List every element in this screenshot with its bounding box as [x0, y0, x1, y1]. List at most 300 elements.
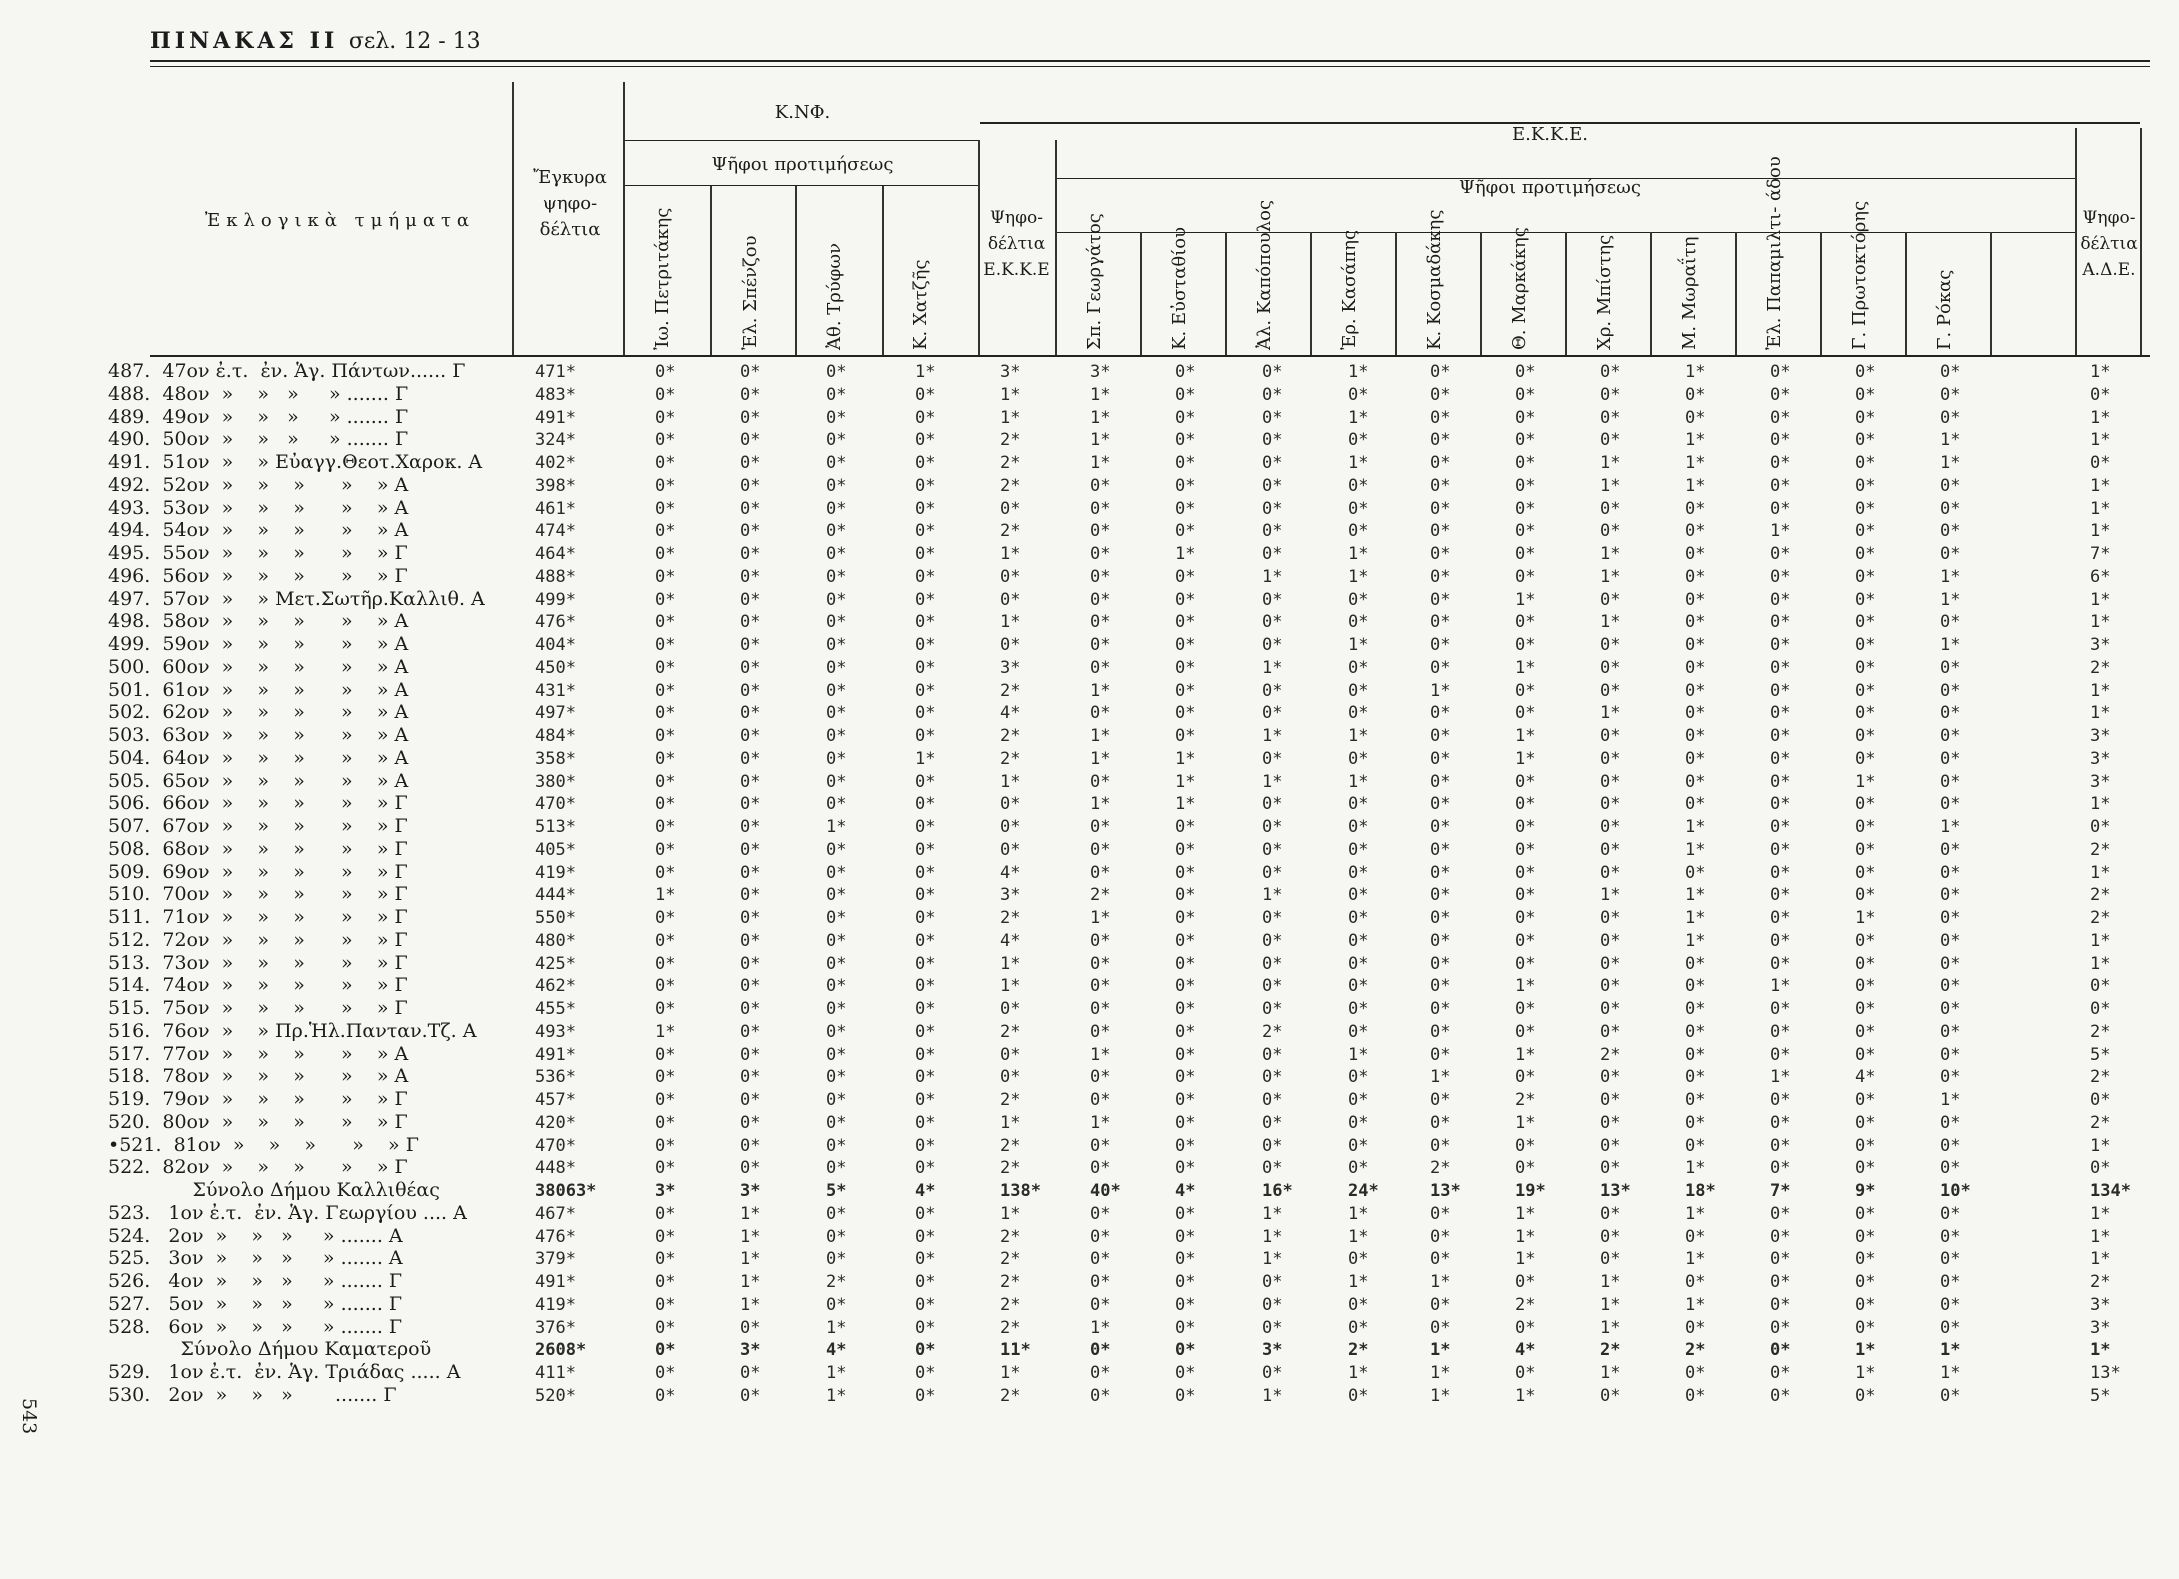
- candidate-name: Γ. Ρόκας: [1934, 269, 1955, 350]
- table-cell: 0*: [655, 794, 676, 815]
- table-cell: 483*: [535, 384, 576, 405]
- table-cell: 0*: [1855, 817, 1876, 837]
- table-cell: 0*: [1262, 1112, 1283, 1133]
- table-cell: 1*: [1685, 362, 1706, 382]
- table-cell: 38063*: [535, 1181, 597, 1201]
- table-cell: 1*: [1600, 612, 1621, 633]
- table-cell: 0*: [826, 498, 847, 519]
- table-cell: 0*: [1348, 612, 1369, 633]
- table-cell: 0*: [1515, 635, 1536, 655]
- table-cell: 0*: [1770, 930, 1791, 951]
- table-cell: 6*: [2090, 566, 2111, 587]
- table-cell: 0*: [655, 999, 676, 1019]
- table-cell: 0*: [915, 839, 936, 860]
- table-cell: 0*: [1770, 1340, 1791, 1361]
- table-cell: 0*: [1940, 976, 1961, 997]
- table-cell: 0*: [1515, 453, 1536, 473]
- table-cell: 1*: [1348, 566, 1369, 587]
- table-cell: 0*: [1348, 908, 1369, 928]
- table-cell: 448*: [535, 1158, 576, 1179]
- table-cell: 0*: [1175, 612, 1196, 633]
- table-cell: 0*: [1770, 1226, 1791, 1247]
- table-cell: 13*: [1600, 1181, 1631, 1201]
- table-cell: 3*: [1000, 885, 1021, 906]
- table-cell: 1*: [1430, 1385, 1451, 1406]
- table-cell: 3*: [740, 1340, 761, 1361]
- row-label: 525. 3ον » » » » ....... Α: [108, 1247, 403, 1270]
- table-cell: 0*: [915, 771, 936, 792]
- table-cell: 0*: [1175, 384, 1196, 405]
- table-cell: 0*: [1175, 1067, 1196, 1088]
- table-cell: 0*: [915, 657, 936, 678]
- table-cell: 4*: [826, 1340, 847, 1361]
- table-cell: 0*: [1262, 1135, 1283, 1156]
- table-cell: 0*: [915, 612, 936, 633]
- table-cell: 0*: [1855, 589, 1876, 610]
- table-cell: 0*: [1348, 794, 1369, 815]
- table-cell: 0*: [1430, 384, 1451, 405]
- table-cell: 0*: [1090, 1135, 1111, 1156]
- table-cell: 0*: [1855, 726, 1876, 746]
- table-cell: 0*: [1940, 862, 1961, 883]
- table-cell: 499*: [535, 589, 576, 610]
- table-cell: 1*: [1855, 1363, 1876, 1383]
- table-cell: 3*: [1090, 362, 1111, 382]
- row-label: 489. 49ον » » » » ....... Γ: [108, 405, 409, 428]
- table-cell: 0*: [1348, 1317, 1369, 1338]
- table-cell: 0*: [2090, 1090, 2111, 1110]
- table-cell: 462*: [535, 976, 576, 997]
- table-cell: 513*: [535, 817, 576, 837]
- table-cell: 0*: [1430, 885, 1451, 906]
- table-cell: 0*: [1000, 839, 1021, 860]
- table-cell: 0*: [1090, 589, 1111, 610]
- table-cell: 0*: [1175, 999, 1196, 1019]
- candidate-name: Ἀθ. Τρύφων: [824, 242, 845, 350]
- table-cell: 0*: [1262, 953, 1283, 974]
- row-label: 530. 2ον » » » ....... Γ: [108, 1383, 397, 1406]
- table-cell: 0*: [1855, 362, 1876, 382]
- table-cell: 0*: [1600, 1135, 1621, 1156]
- table-cell: 1*: [1348, 362, 1369, 382]
- table-cell: 1*: [1515, 657, 1536, 678]
- table-cell: 398*: [535, 475, 576, 496]
- table-cell: 1*: [1175, 794, 1196, 815]
- table-cell: 0*: [1515, 1158, 1536, 1179]
- table-cell: 0*: [1348, 1090, 1369, 1110]
- table-cell: 0*: [1090, 771, 1111, 792]
- table-cell: 0*: [826, 908, 847, 928]
- row-label: 497. 57ον » » Μετ.Σωτῆρ.Καλλιθ. Α: [108, 587, 485, 610]
- table-cell: 0*: [1770, 999, 1791, 1019]
- table-cell: 0*: [826, 1135, 847, 1156]
- table-cell: 0*: [1685, 612, 1706, 633]
- table-cell: 0*: [1430, 407, 1451, 428]
- table-cell: 0*: [1685, 1135, 1706, 1156]
- table-cell: 0*: [1000, 794, 1021, 815]
- table-cell: 0*: [1515, 817, 1536, 837]
- table-cell: 1*: [2090, 362, 2111, 382]
- table-cell: 0*: [1348, 1385, 1369, 1406]
- table-cell: 0*: [740, 1363, 761, 1383]
- table-cell: 0*: [1175, 453, 1196, 473]
- table-cell: 0*: [1770, 794, 1791, 815]
- table-cell: 0*: [915, 589, 936, 610]
- table-cell: 0*: [826, 1112, 847, 1133]
- table-cell: 0*: [915, 1135, 936, 1156]
- table-cell: 450*: [535, 657, 576, 678]
- table-cell: 13*: [2090, 1363, 2121, 1383]
- table-cell: 425*: [535, 953, 576, 974]
- table-cell: 0*: [1685, 1317, 1706, 1338]
- table-cell: 0*: [740, 544, 761, 564]
- table-cell: 0*: [826, 544, 847, 564]
- table-cell: 11*: [1000, 1340, 1031, 1361]
- table-cell: 0*: [1685, 566, 1706, 587]
- table-cell: 1*: [1262, 885, 1283, 906]
- table-cell: 0*: [1600, 908, 1621, 928]
- candidate-name: Κ. Χατζῆς: [910, 259, 931, 350]
- table-cell: 2*: [2090, 885, 2111, 906]
- table-cell: 0*: [1175, 1090, 1196, 1110]
- table-cell: 0*: [1770, 703, 1791, 724]
- table-cell: 0*: [1515, 612, 1536, 633]
- table-cell: 1*: [1262, 726, 1283, 746]
- table-cell: 0*: [1770, 430, 1791, 451]
- table-cell: 0*: [1090, 1090, 1111, 1110]
- table-cell: 0*: [1430, 862, 1451, 883]
- table-cell: 0*: [1000, 635, 1021, 655]
- table-cell: 0*: [1600, 521, 1621, 542]
- table-cell: 0*: [1770, 862, 1791, 883]
- table-cell: 0*: [1262, 384, 1283, 405]
- table-cell: 5*: [826, 1181, 847, 1201]
- table-cell: 0*: [826, 1021, 847, 1042]
- table-cell: 2*: [2090, 1067, 2111, 1088]
- table-cell: 0*: [655, 1090, 676, 1110]
- table-cell: 1*: [1600, 885, 1621, 906]
- table-cell: 2*: [1000, 1021, 1021, 1042]
- table-cell: 4*: [1000, 862, 1021, 883]
- table-cell: 0*: [740, 680, 761, 701]
- table-cell: 1*: [1262, 1226, 1283, 1247]
- table-cell: 1*: [1090, 794, 1111, 815]
- table-cell: 0*: [1855, 1112, 1876, 1133]
- table-cell: 1*: [1770, 1067, 1791, 1088]
- table-cell: 0*: [915, 1044, 936, 1065]
- table-cell: 324*: [535, 430, 576, 451]
- table-cell: 0*: [1348, 521, 1369, 542]
- table-cell: 0*: [1855, 953, 1876, 974]
- candidate-name: Ἐλ. Παπαμιλτι- άδου: [1764, 156, 1785, 350]
- table-cell: 0*: [1348, 862, 1369, 883]
- table-cell: 1*: [655, 1021, 676, 1042]
- candidate-name: Ἀλ. Καπόπουλος: [1254, 199, 1275, 350]
- table-cell: 0*: [1175, 1112, 1196, 1133]
- table-cell: 1*: [2090, 589, 2111, 610]
- table-cell: 0*: [1770, 1044, 1791, 1065]
- table-cell: 0*: [1175, 953, 1196, 974]
- table-cell: 0*: [740, 748, 761, 769]
- table-cell: 0*: [1262, 1363, 1283, 1383]
- col-divider: [512, 82, 514, 355]
- table-cell: 0*: [1262, 589, 1283, 610]
- table-cell: 0*: [1430, 1044, 1451, 1065]
- table-cell: 0*: [740, 953, 761, 974]
- table-cell: 0*: [1770, 771, 1791, 792]
- table-cell: 0*: [826, 839, 847, 860]
- table-cell: 0*: [915, 1112, 936, 1133]
- table-cell: 2*: [1090, 885, 1111, 906]
- table-cell: 0*: [1600, 1226, 1621, 1247]
- table-cell: 0*: [655, 1044, 676, 1065]
- table-cell: 0*: [1175, 817, 1196, 837]
- table-cell: 2*: [1600, 1044, 1621, 1065]
- table-cell: 0*: [1940, 1272, 1961, 1292]
- table-cell: 0*: [1430, 817, 1451, 837]
- table-cell: 491*: [535, 407, 576, 428]
- table-cell: 3*: [2090, 748, 2111, 769]
- table-cell: 0*: [1348, 657, 1369, 678]
- table-cell: 0*: [1770, 1317, 1791, 1338]
- table-cell: 0*: [1262, 794, 1283, 815]
- table-cell: 0*: [1855, 635, 1876, 655]
- table-cell: 0*: [826, 521, 847, 542]
- table-cell: 0*: [915, 885, 936, 906]
- table-cell: 0*: [1175, 498, 1196, 519]
- row-label: 527. 5ον » » » » ....... Γ: [108, 1292, 403, 1315]
- table-cell: 0*: [1262, 407, 1283, 428]
- table-cell: 0*: [655, 976, 676, 997]
- table-cell: 0*: [1940, 1158, 1961, 1179]
- table-cell: 0*: [655, 771, 676, 792]
- col-divider: [1905, 232, 1907, 355]
- table-cell: 0*: [655, 1340, 676, 1361]
- table-cell: 0*: [1855, 1044, 1876, 1065]
- table-cell: 0*: [1685, 1021, 1706, 1042]
- table-cell: 2*: [2090, 839, 2111, 860]
- table-cell: 1*: [2090, 1226, 2111, 1247]
- table-cell: 0*: [1090, 1340, 1111, 1361]
- table-cell: 0*: [1685, 1067, 1706, 1088]
- table-cell: 1*: [1940, 817, 1961, 837]
- table-cell: 1*: [1000, 384, 1021, 405]
- table-cell: 0*: [1262, 1044, 1283, 1065]
- table-cell: 2*: [826, 1272, 847, 1292]
- table-cell: 0*: [826, 1249, 847, 1270]
- table-cell: 1*: [2090, 1135, 2111, 1156]
- table-cell: 0*: [1600, 1249, 1621, 1270]
- table-cell: 0*: [915, 817, 936, 837]
- table-cell: 2*: [1000, 1317, 1021, 1338]
- table-cell: 1*: [1685, 475, 1706, 496]
- table-cell: 1*: [1175, 544, 1196, 564]
- table-cell: 1*: [1600, 1272, 1621, 1292]
- table-cell: 0*: [1430, 771, 1451, 792]
- table-cell: 0*: [1600, 930, 1621, 951]
- table-cell: 0*: [1175, 930, 1196, 951]
- table-cell: 2*: [1000, 1385, 1021, 1406]
- col-divider: [1225, 232, 1227, 355]
- table-cell: 0*: [915, 1226, 936, 1247]
- table-cell: 1*: [1090, 430, 1111, 451]
- table-cell: 0*: [1348, 589, 1369, 610]
- table-cell: 0*: [655, 703, 676, 724]
- table-cell: 3*: [2090, 1317, 2111, 1338]
- table-cell: 0*: [1515, 1135, 1536, 1156]
- table-cell: 0*: [1262, 999, 1283, 1019]
- table-cell: 0*: [1600, 1021, 1621, 1042]
- table-cell: 0*: [826, 726, 847, 746]
- table-cell: 0*: [740, 453, 761, 473]
- table-cell: 0*: [1855, 498, 1876, 519]
- table-cell: 0*: [1855, 521, 1876, 542]
- table-cell: 2*: [1685, 1340, 1706, 1361]
- table-cell: 0*: [655, 1112, 676, 1133]
- table-cell: 0*: [1000, 817, 1021, 837]
- row-label: •521. 81ον » » » » » Γ: [108, 1133, 419, 1156]
- table-cell: 1*: [1090, 1317, 1111, 1338]
- table-cell: 1*: [1262, 566, 1283, 587]
- table-cell: 0*: [1262, 930, 1283, 951]
- table-cell: 0*: [1685, 657, 1706, 678]
- table-cell: 0*: [1430, 498, 1451, 519]
- table-cell: 0*: [1430, 726, 1451, 746]
- table-cell: 0*: [1600, 362, 1621, 382]
- table-cell: 0*: [740, 862, 761, 883]
- table-cell: 1*: [1685, 930, 1706, 951]
- table-cell: 0*: [826, 953, 847, 974]
- table-cell: 0*: [1685, 1090, 1706, 1110]
- table-cell: 4*: [1855, 1067, 1876, 1088]
- table-cell: 0*: [1262, 703, 1283, 724]
- table-cell: 0*: [1940, 794, 1961, 815]
- table-cell: 0*: [1685, 771, 1706, 792]
- knf-rule: [625, 140, 980, 141]
- table-cell: 9*: [1855, 1181, 1876, 1201]
- table-cell: 1*: [1940, 430, 1961, 451]
- table-cell: 2*: [1262, 1021, 1283, 1042]
- table-cell: 0*: [740, 885, 761, 906]
- table-cell: 0*: [1600, 1090, 1621, 1110]
- table-cell: 0*: [1430, 953, 1451, 974]
- table-cell: 0*: [1175, 1249, 1196, 1270]
- table-cell: 0*: [1175, 1294, 1196, 1315]
- table-cell: 2*: [1515, 1090, 1536, 1110]
- table-cell: 40*: [1090, 1181, 1121, 1201]
- table-cell: 471*: [535, 362, 576, 382]
- table-cell: 0*: [1430, 930, 1451, 951]
- table-cell: 0*: [655, 521, 676, 542]
- table-cell: 0*: [1770, 566, 1791, 587]
- table-cell: 0*: [1348, 1294, 1369, 1315]
- table-cell: 0*: [826, 862, 847, 883]
- table-cell: 18*: [1685, 1181, 1716, 1201]
- table-cell: 0*: [826, 703, 847, 724]
- table-cell: 0*: [1600, 976, 1621, 997]
- table-cell: 0*: [655, 498, 676, 519]
- table-cell: 2*: [1515, 1294, 1536, 1315]
- table-cell: 0*: [1855, 430, 1876, 451]
- row-label: 513. 73ον » » » » » Γ: [108, 951, 408, 974]
- table-cell: 0*: [1175, 521, 1196, 542]
- table-cell: 0*: [740, 908, 761, 928]
- table-cell: 0*: [1348, 430, 1369, 451]
- table-cell: 0*: [1515, 544, 1536, 564]
- table-cell: 0*: [740, 612, 761, 633]
- table-cell: 0*: [1685, 498, 1706, 519]
- table-cell: 1*: [2090, 930, 2111, 951]
- table-cell: 536*: [535, 1067, 576, 1088]
- table-cell: 0*: [740, 1158, 761, 1179]
- table-cell: 2*: [1000, 521, 1021, 542]
- table-cell: 0*: [1855, 930, 1876, 951]
- table-cell: 464*: [535, 544, 576, 564]
- table-cell: 0*: [1770, 1090, 1791, 1110]
- table-cell: 0*: [1600, 635, 1621, 655]
- table-cell: 0*: [655, 612, 676, 633]
- table-cell: 0*: [1770, 612, 1791, 633]
- table-cell: 1*: [1515, 1044, 1536, 1065]
- table-cell: 0*: [1600, 407, 1621, 428]
- table-cell: 0*: [740, 794, 761, 815]
- table-cell: 0*: [1515, 953, 1536, 974]
- table-cell: 0*: [1685, 1226, 1706, 1247]
- table-cell: 1*: [1000, 771, 1021, 792]
- table-cell: 474*: [535, 521, 576, 542]
- table-cell: 1*: [826, 817, 847, 837]
- table-cell: 0*: [826, 453, 847, 473]
- table-cell: 0*: [1855, 999, 1876, 1019]
- table-cell: 0*: [1940, 1203, 1961, 1224]
- table-cell: 0*: [1770, 1363, 1791, 1383]
- table-cell: 0*: [655, 657, 676, 678]
- table-cell: 1*: [1348, 635, 1369, 655]
- table-cell: 0*: [1262, 1067, 1283, 1088]
- table-cell: 0*: [1175, 1203, 1196, 1224]
- table-cell: 0*: [1090, 498, 1111, 519]
- table-cell: 0*: [826, 748, 847, 769]
- table-cell: 0*: [1685, 1272, 1706, 1292]
- table-cell: 0*: [1685, 999, 1706, 1019]
- table-cell: 0*: [740, 771, 761, 792]
- table-cell: 1*: [1090, 908, 1111, 928]
- table-cell: 1*: [1685, 1203, 1706, 1224]
- table-cell: 0*: [740, 566, 761, 587]
- col-divider: [1480, 232, 1482, 355]
- table-cell: 0*: [1262, 498, 1283, 519]
- table-cell: 1*: [826, 1317, 847, 1338]
- row-label: 507. 67ον » » » » » Γ: [108, 815, 408, 837]
- header-ekke-ballots: Ψηφο- δέλτια Ε.Κ.Κ.Ε: [983, 208, 1050, 280]
- table-cell: 0*: [1600, 1158, 1621, 1179]
- table-cell: 0*: [1262, 1090, 1283, 1110]
- table-cell: 0*: [740, 703, 761, 724]
- table-cell: 0*: [1855, 1294, 1876, 1315]
- candidate-name: Ἰω. Πετριτάκης: [652, 207, 673, 350]
- table-cell: 1*: [1600, 544, 1621, 564]
- table-cell: 0*: [1685, 1112, 1706, 1133]
- table-cell: 0*: [915, 635, 936, 655]
- table-cell: 0*: [655, 817, 676, 837]
- table-cell: 0*: [1090, 1226, 1111, 1247]
- table-cell: 0*: [1175, 1135, 1196, 1156]
- table-cell: 0*: [1770, 1203, 1791, 1224]
- table-cell: 404*: [535, 635, 576, 655]
- table-cell: 0*: [1430, 976, 1451, 997]
- table-cell: 1*: [1855, 771, 1876, 792]
- table-cell: 2*: [1000, 726, 1021, 746]
